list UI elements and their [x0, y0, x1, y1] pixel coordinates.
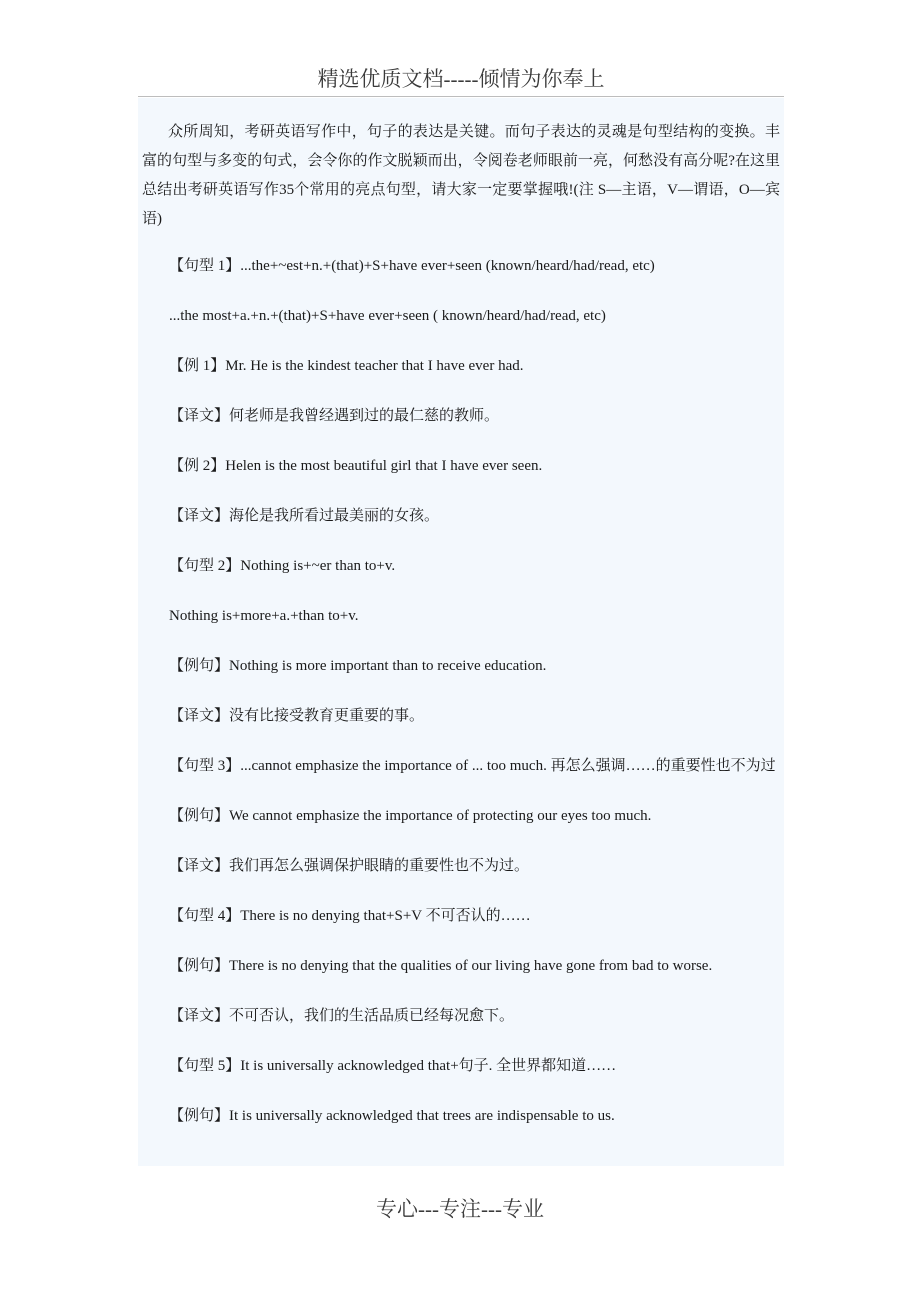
header-title: 精选优质文档-----倾情为你奉上 — [317, 67, 605, 91]
translation-2: 【译文】海伦是我所看过最美丽的女孩。 — [169, 508, 440, 524]
pattern-2-line-1: 【句型 2】Nothing is+~er than to+v. — [169, 558, 396, 574]
pattern-1-line-1: 【句型 1】...the+~est+n.+(that)+S+have ever+seen (known/heard/had/read, etc) — [169, 258, 655, 274]
pattern-3: 【句型 3】...cannot emphasize the importance of ... too much. 再怎么强调……的重要性也不为过 — [169, 758, 776, 774]
example-5: 【例句】There is no denying that the qualities of our living have gone from bad to worse. — [169, 958, 713, 974]
translation-4: 【译文】我们再怎么强调保护眼睛的重要性也不为过。 — [169, 858, 530, 874]
example-6: 【例句】It is universally acknowledged that trees are indispensable to us. — [169, 1108, 615, 1124]
pattern-1-line-2: ...the most+a.+n.+(that)+S+have ever+seen ( known/heard/had/read, etc) — [169, 308, 606, 324]
page-header — [138, 62, 784, 97]
example-4: 【例句】We cannot emphasize the importance of protecting our eyes too much. — [169, 808, 652, 824]
translation-5: 【译文】不可否认，我们的生活品质已经每况愈下。 — [169, 1008, 515, 1024]
pattern-5: 【句型 5】It is universally acknowledged that+句子. 全世界都知道…… — [169, 1058, 617, 1074]
page-footer — [0, 1192, 920, 1226]
intro-paragraph: 众所周知，考研英语写作中，句子的表达是关键。而句子表达的灵魂是句型结构的变换。丰富的句型与多变的句式，会令你的作文脱颖而出，令阅卷老师眼前一亮，何愁没有高分呢?在这里总结出考研英语写作35个常用的亮点句型，请大家一定要掌握哦!(注 S—主语，V—谓语，O—宾语) — [142, 124, 780, 227]
example-3: 【例句】Nothing is more important than to receive education. — [169, 658, 547, 674]
example-2: 【例 2】Helen is the most beautiful girl that I have ever seen. — [169, 458, 543, 474]
pattern-4: 【句型 4】There is no denying that+S+V 不可否认的…… — [169, 908, 531, 924]
footer-text: 专心---专注---专业 — [376, 1197, 544, 1221]
example-1: 【例 1】Mr. He is the kindest teacher that I have ever had. — [169, 358, 524, 374]
pattern-2-line-2: Nothing is+more+a.+than to+v. — [169, 608, 359, 624]
translation-3: 【译文】没有比接受教育更重要的事。 — [169, 708, 425, 724]
document-body — [138, 98, 784, 1166]
translation-1: 【译文】何老师是我曾经遇到过的最仁慈的教师。 — [169, 408, 500, 424]
